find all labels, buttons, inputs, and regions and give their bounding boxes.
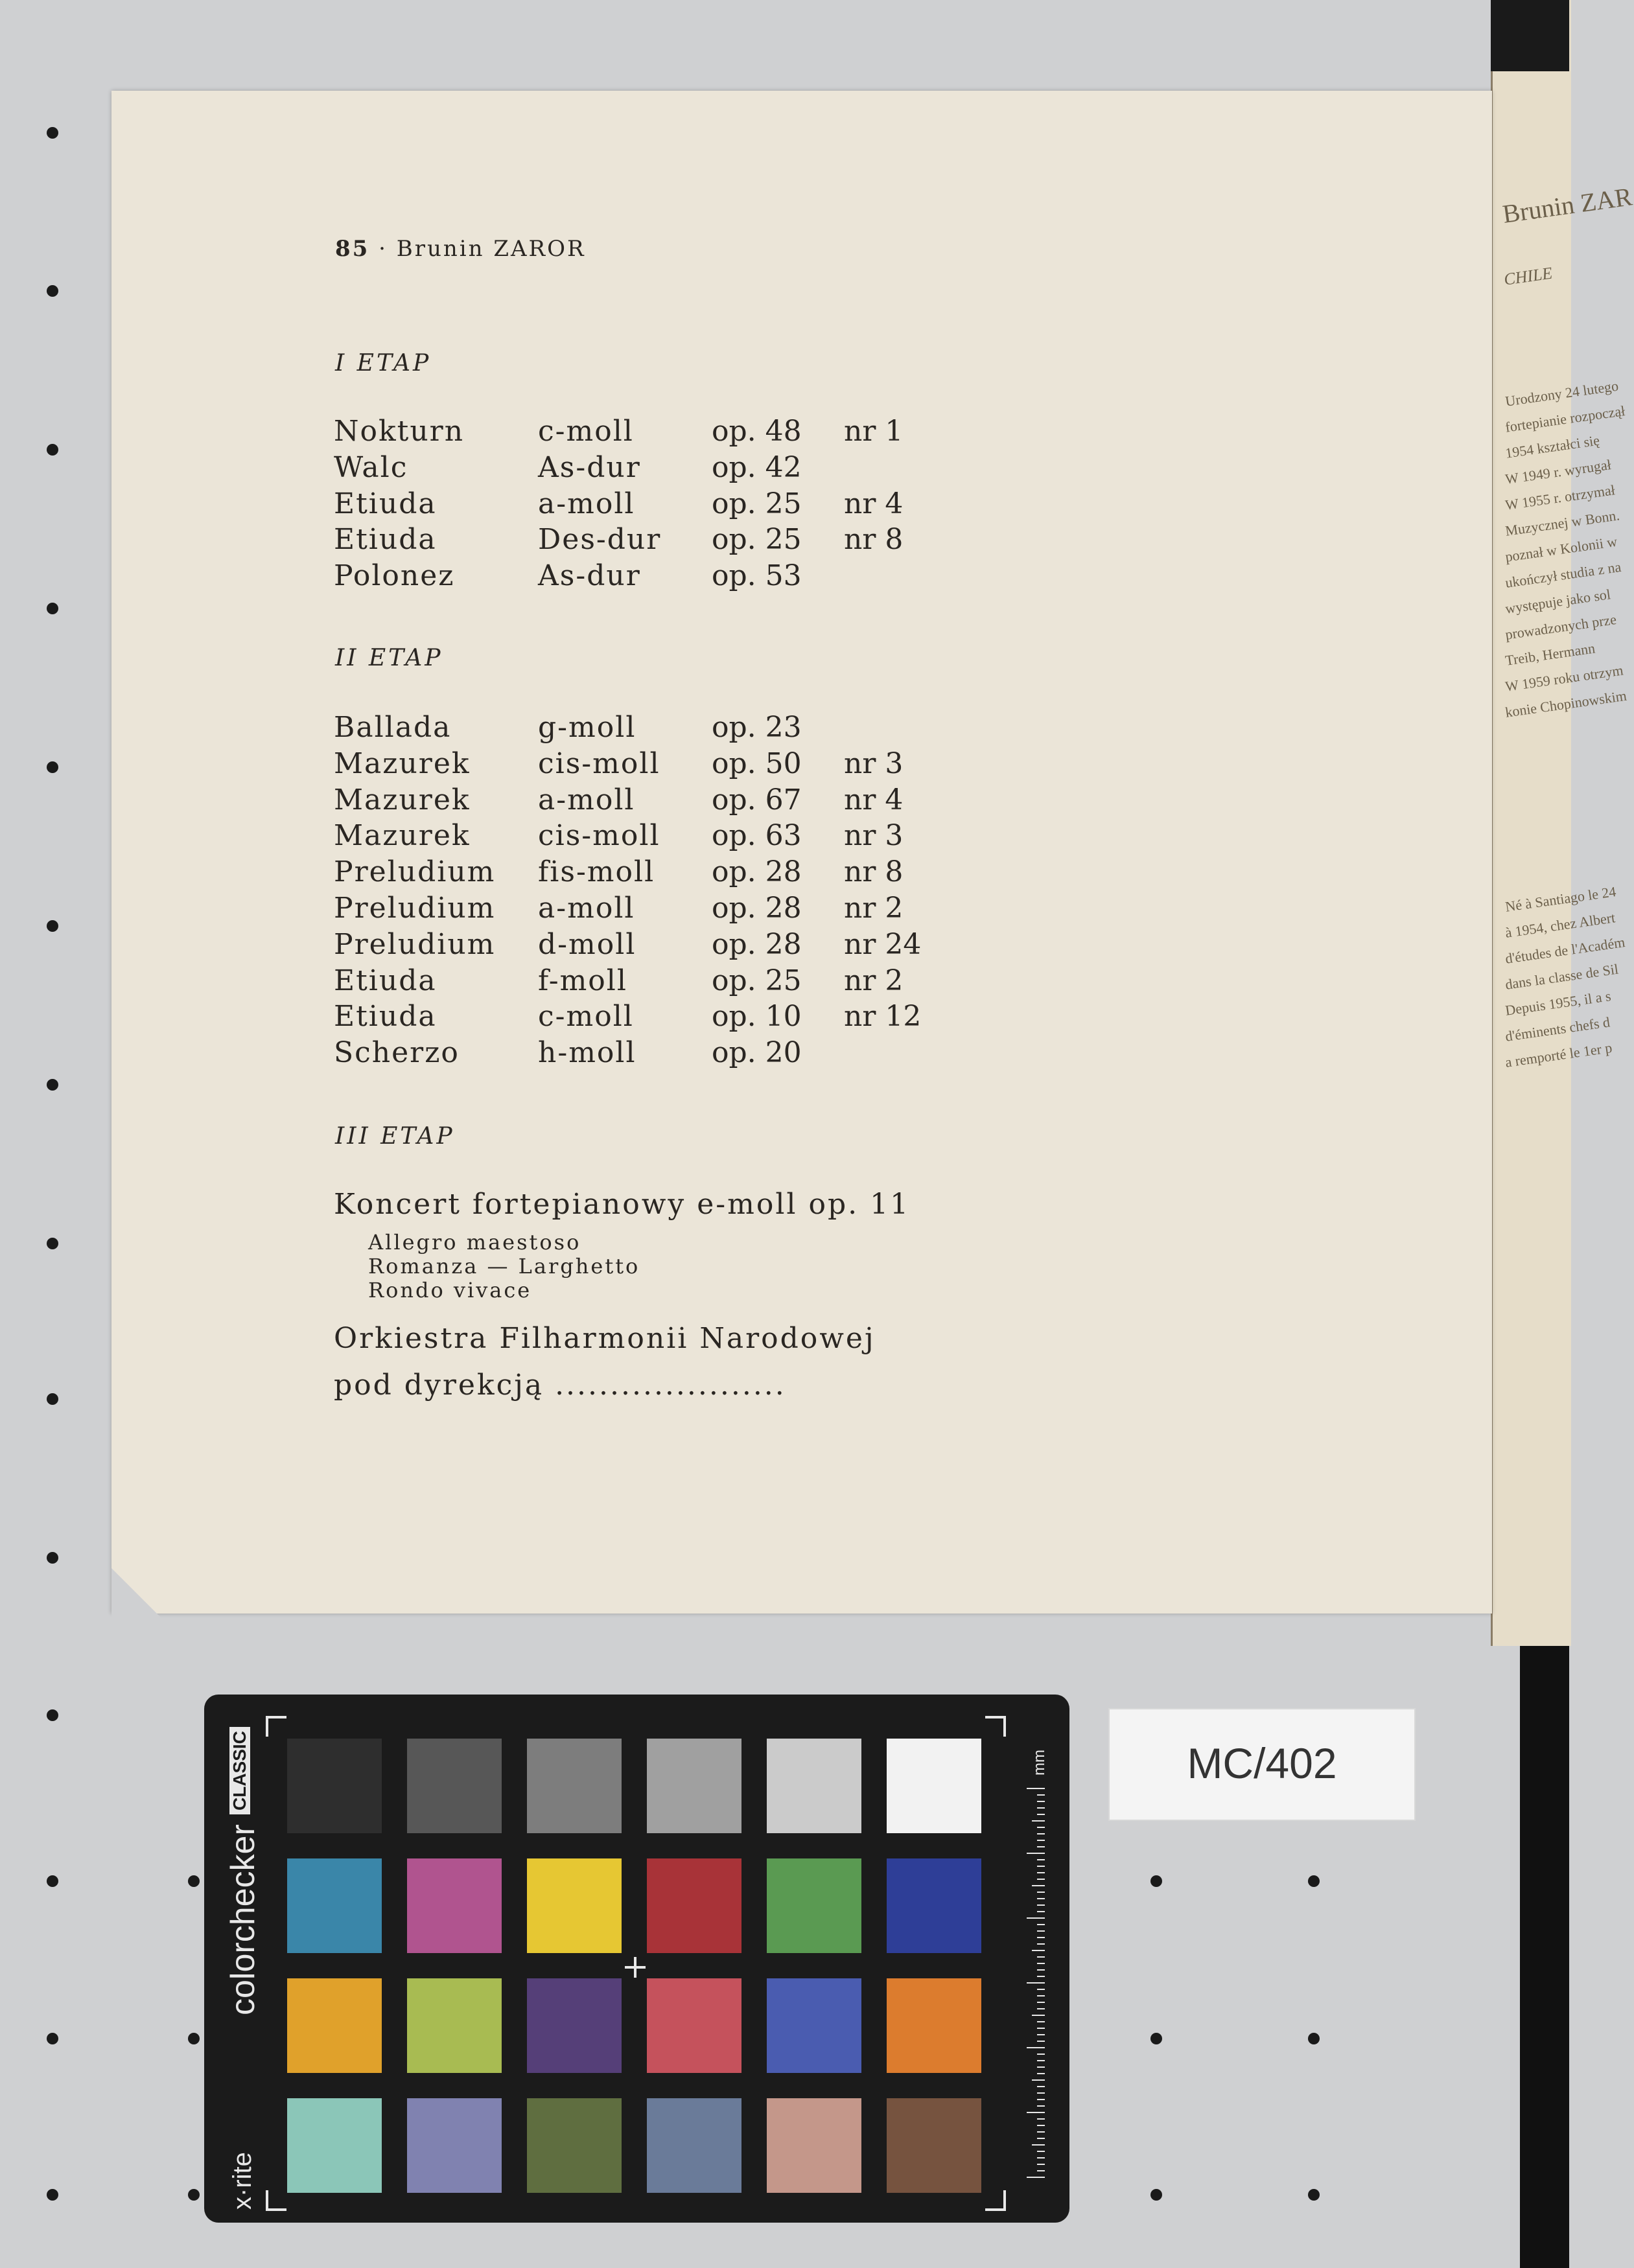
color-patch: [647, 1858, 741, 1953]
work-number: nr 12: [844, 1000, 922, 1034]
color-patch: [527, 1739, 622, 1833]
facing-page-line: Treib, Hermann: [1504, 640, 1596, 669]
program-page: [111, 91, 1492, 1614]
binder-hole: [1150, 2189, 1162, 2201]
facing-page-line: dans la classe de Sil: [1504, 960, 1620, 993]
work-title: Walc: [334, 450, 408, 484]
color-patch: [407, 1739, 502, 1833]
work-key: a-moll: [538, 783, 635, 816]
opus-number: op. 23: [712, 711, 802, 744]
facing-page-line: konie Chopinowskim: [1504, 687, 1628, 721]
binder-hole: [47, 1709, 58, 1721]
facing-page-line: poznał w Kolonii w: [1504, 533, 1618, 565]
opus-number: op. 25: [712, 487, 802, 520]
binder-hole: [1150, 1875, 1162, 1887]
binding-top: [1491, 0, 1569, 71]
work-key: Des-dur: [538, 523, 662, 557]
performer-name: · Brunin ZAROR: [379, 236, 586, 262]
facing-page-line: Né à Santiago le 24: [1504, 883, 1617, 915]
facing-page-line: prowadzonych prze: [1504, 610, 1618, 643]
work-number: nr 2: [844, 964, 904, 997]
binder-hole: [47, 1238, 58, 1249]
work-title: Preludium: [334, 927, 496, 961]
work-key: h-moll: [538, 1036, 636, 1070]
work-key: f-moll: [538, 964, 627, 997]
color-patch: [527, 1858, 622, 1953]
page-header: [335, 236, 586, 262]
work-title: Etiuda: [334, 964, 437, 997]
color-patch: [287, 1978, 382, 2073]
binder-hole: [1308, 2033, 1320, 2044]
binder-hole: [188, 2189, 200, 2201]
facing-page: [1491, 0, 1634, 1646]
work-key: a-moll: [538, 487, 635, 520]
stage-2-title: II ETAP: [335, 645, 443, 671]
work-number: nr 8: [844, 855, 904, 889]
opus-number: op. 25: [712, 523, 802, 557]
color-patch: [647, 1978, 741, 2073]
binder-hole: [47, 285, 58, 297]
binder-hole: [47, 127, 58, 139]
facing-page-line: 1954 kształci się: [1504, 432, 1601, 461]
opus-number: op. 42: [712, 450, 802, 484]
work-title: Preludium: [334, 855, 496, 889]
color-patch: [767, 1739, 861, 1833]
color-patch: [527, 2098, 622, 2193]
work-title: Ballada: [334, 711, 452, 744]
work-title: Etiuda: [334, 487, 437, 520]
binder-hole: [47, 1393, 58, 1405]
mm-ruler: [1025, 1788, 1045, 2177]
color-patch: [767, 1858, 861, 1953]
opus-number: op. 20: [712, 1036, 802, 1070]
color-patch: [287, 2098, 382, 2193]
binder-hole: [47, 603, 58, 614]
binder-hole: [47, 2189, 58, 2201]
facing-page-line: fortepianie rozpoczął: [1504, 402, 1626, 435]
work-key: a-moll: [538, 892, 635, 925]
binder-hole: [188, 2033, 200, 2044]
work-title: Nokturn: [334, 415, 465, 448]
binder-hole: [47, 1552, 58, 1564]
color-patch: [527, 1978, 622, 2073]
work-title: Scherzo: [334, 1036, 460, 1070]
work-key: c-moll: [538, 1000, 634, 1034]
ruler-unit: mm: [1031, 1750, 1048, 1776]
concerto-title: Koncert fortepianowy e-moll op. 11: [334, 1188, 911, 1221]
facing-page-line: występuje jako sol: [1504, 586, 1612, 617]
work-key: d-moll: [538, 927, 636, 961]
color-patch: [287, 1739, 382, 1833]
color-patch: [887, 1739, 981, 1833]
facing-page-title: Brunin ZAR: [1500, 181, 1634, 229]
movement-1: Allegro maestoso: [368, 1230, 581, 1255]
work-number: nr 24: [844, 927, 922, 961]
color-patch: [407, 1858, 502, 1953]
facing-page-line: Depuis 1955, il a s: [1504, 988, 1612, 1019]
work-number: nr 3: [844, 746, 904, 780]
checker-edition: CLASSIC: [229, 1727, 250, 1814]
binding-shadow: [1520, 1646, 1569, 2268]
opus-number: op. 63: [712, 819, 802, 853]
facing-page-line: W 1959 roku otrzym: [1504, 662, 1624, 695]
binder-hole: [1150, 2033, 1162, 2044]
opus-number: op. 28: [712, 855, 802, 889]
opus-number: op. 50: [712, 746, 802, 780]
facing-page-line: d'éminents chefs d: [1504, 1013, 1611, 1045]
binder-hole: [47, 444, 58, 456]
color-patch: [287, 1858, 382, 1953]
stage-1-title: I ETAP: [335, 350, 432, 376]
facing-page-line: ukończył studia z na: [1504, 558, 1622, 591]
work-title: Polonez: [334, 559, 455, 593]
opus-number: op. 53: [712, 559, 802, 593]
color-patch: [647, 1739, 741, 1833]
color-patch: [407, 1978, 502, 2073]
work-title: Etiuda: [334, 523, 437, 557]
binder-hole: [47, 1079, 58, 1091]
opus-number: op. 10: [712, 1000, 802, 1034]
movement-3: Rondo vivace: [368, 1278, 532, 1302]
facing-page-line: a remporté le 1er p: [1504, 1039, 1613, 1070]
color-patch: [647, 2098, 741, 2193]
facing-page-line: Urodzony 24 lutego: [1504, 377, 1620, 410]
facing-page-line: à 1954, chez Albert: [1504, 909, 1616, 941]
opus-number: op. 25: [712, 964, 802, 997]
work-key: c-moll: [538, 415, 634, 448]
color-patch: [887, 1978, 981, 2073]
facing-page-line: W 1955 r. otrzymał: [1504, 481, 1616, 513]
opus-number: op. 28: [712, 927, 802, 961]
work-title: Mazurek: [334, 783, 471, 816]
binder-hole: [47, 920, 58, 932]
work-key: g-moll: [538, 711, 636, 744]
work-number: nr 4: [844, 783, 904, 816]
work-key: cis-moll: [538, 746, 660, 780]
color-patch: [767, 2098, 861, 2193]
work-title: Preludium: [334, 892, 496, 925]
work-key: As-dur: [538, 450, 641, 484]
catalog-number: MC/402: [1187, 1739, 1337, 1787]
binder-hole: [188, 1875, 200, 1887]
checker-maker: x·rite: [228, 2152, 257, 2210]
binder-hole: [47, 1875, 58, 1887]
stage-3-title: III ETAP: [335, 1123, 455, 1150]
work-number: nr 3: [844, 819, 904, 853]
facing-page-line: d'études de l'Académ: [1504, 934, 1626, 967]
work-title: Mazurek: [334, 746, 471, 780]
conductor-line: pod dyrekcją .....................: [334, 1369, 786, 1402]
work-key: As-dur: [538, 559, 641, 593]
orchestra-name: Orkiestra Filharmonii Narodowej: [334, 1322, 876, 1355]
binder-hole: [47, 761, 58, 773]
work-number: nr 8: [844, 523, 904, 557]
opus-number: op. 48: [712, 415, 802, 448]
work-title: Mazurek: [334, 819, 471, 853]
work-key: fis-moll: [538, 855, 655, 889]
facing-page-line: Muzycznej w Bonn.: [1504, 507, 1621, 539]
opus-number: op. 67: [712, 783, 802, 816]
work-title: Etiuda: [334, 1000, 437, 1034]
work-key: cis-moll: [538, 819, 660, 853]
opus-number: op. 28: [712, 892, 802, 925]
binder-hole: [1308, 1875, 1320, 1887]
catalog-label: [1108, 1708, 1416, 1821]
color-patch: [767, 1978, 861, 2073]
page-number: 85: [335, 236, 370, 262]
work-number: nr 4: [844, 487, 904, 520]
facing-page-line: W 1949 r. wyrugał: [1504, 456, 1613, 487]
work-number: nr 1: [844, 415, 904, 448]
checker-brand: colorchecker: [224, 1824, 262, 2015]
movement-2: Romanza — Larghetto: [368, 1254, 640, 1279]
color-patch: [887, 2098, 981, 2193]
color-patch: [407, 2098, 502, 2193]
binder-hole: [1308, 2189, 1320, 2201]
work-number: nr 2: [844, 892, 904, 925]
facing-page-country: CHILE: [1502, 263, 1554, 289]
color-patch: [887, 1858, 981, 1953]
binder-hole: [47, 2033, 58, 2044]
